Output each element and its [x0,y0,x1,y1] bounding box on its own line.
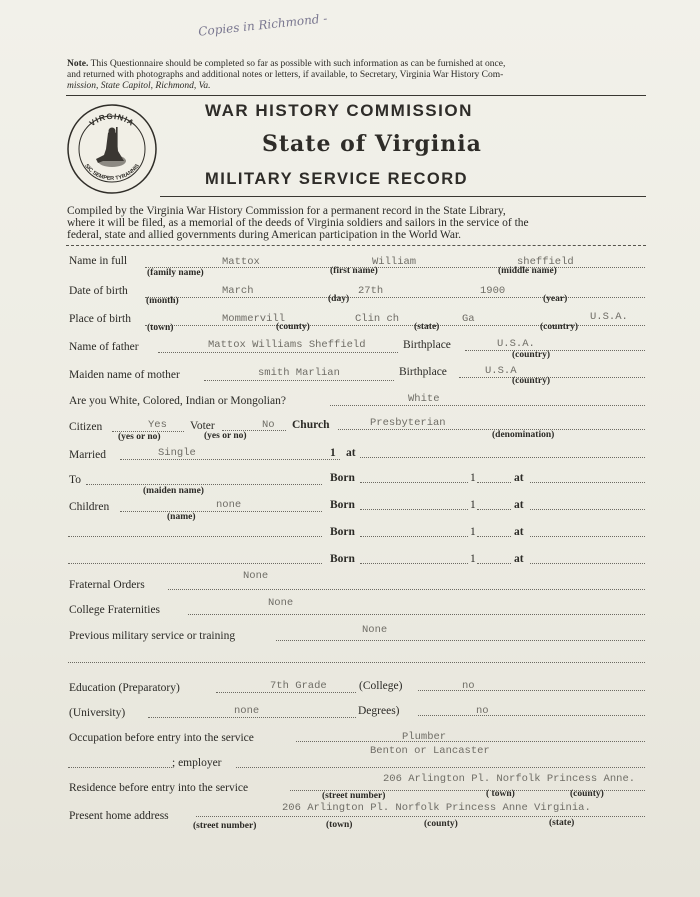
label-fraternal-orders: Fraternal Orders [69,579,145,591]
to-born-line [360,482,468,483]
value-university: none [234,705,260,717]
married-line [120,459,340,460]
value-education-college: no [462,680,475,692]
value-first-name: William [372,256,417,268]
value-race: White [408,393,440,405]
compiled-line-3: federal, state and allied governments during American participation in the World War. [67,229,462,241]
note-line-1 [67,59,505,70]
child-3-at-line [530,563,645,564]
child-3-born-line [360,563,468,564]
value-birth-state: Ga [462,313,475,325]
to-line [86,484,322,485]
degrees-line [418,715,645,716]
value-father-birthplace: U.S.A. [497,338,535,350]
value-birth-year: 1900 [480,285,506,297]
value-married: Single [158,447,196,459]
value-birth-county: Clin ch [355,313,400,325]
previous-service-line-2 [68,662,645,663]
father-line [158,352,398,353]
value-mother-name: smith Marlian [258,367,340,379]
value-birth-town: Mommervill [222,313,286,325]
label-date-of-birth: Date of birth [69,285,128,297]
mother-birthplace-line [459,377,645,378]
to-born-day-line [477,482,511,483]
value-mother-birthplace: U.S.A [485,365,517,377]
label-children: Children [69,501,110,513]
value-married-day: 1 [330,447,336,459]
sub-denomination: (denomination) [492,430,555,440]
label-name-of-father: Name of father [69,341,139,353]
sub-family-name: (family name) [147,268,204,278]
sub-maiden-name: (maiden name) [143,486,204,496]
education-prep-line [216,692,356,693]
children-at-line [530,509,645,510]
sub-voter-yes-or-no: (yes or no) [204,431,247,441]
child-2-at-line [530,536,645,537]
college-line [418,690,645,691]
sub-present-state: (state) [549,818,575,828]
race-line [330,405,645,406]
title-military-service-record: MILITARY SERVICE RECORD [205,170,469,188]
employer-pre-line [68,767,172,768]
previous-service-line [276,640,645,641]
handwritten-note: Copies in Richmond - [197,11,328,39]
value-citizen: Yes [148,419,167,431]
sub-name: (name) [167,512,196,522]
sub-first-name: (first name) [330,266,378,276]
label-child-2-born: Born [330,526,355,538]
label-previous-service: Previous military service or training [69,630,236,642]
child-2-day-sep: 1 [470,526,476,538]
value-children: none [216,499,242,511]
child-2-born-line [360,536,468,537]
label-education-prep: Education (Preparatory) [69,682,180,694]
sub-residence-street: (street number) [322,791,386,801]
top-rule [66,95,646,96]
sub-present-county: (county) [424,819,458,829]
value-residence: 206 Arlington Pl. Norfolk Princess Anne. [383,773,636,785]
child-3-line [68,563,322,564]
to-at-line [530,482,645,483]
sub-country-father: (country) [512,350,550,360]
children-day-sep: 1 [470,499,476,511]
value-birth-month: March [222,285,254,297]
employer-line [236,767,645,768]
label-father-birthplace: Birthplace [403,339,451,351]
label-race-question: Are you White, Colored, Indian or Mongolian? [69,395,286,407]
label-college: (College) [359,680,403,692]
label-child-2-at: at [514,526,524,538]
label-residence: Residence before entry into the service [69,782,249,794]
label-voter: Voter [190,420,215,432]
label-college-fraternities: College Fraternities [69,604,161,616]
value-degrees: no [476,705,489,717]
label-degrees: Degrees) [358,705,400,717]
sub-country: (country) [540,322,578,332]
note-label: Note. [67,59,89,69]
child-2-line [68,536,322,537]
section-rule [66,245,646,246]
value-previous-service: None [362,624,388,636]
sub-day: (day) [328,294,350,304]
label-citizen: Citizen [69,421,103,433]
label-university: (University) [69,707,126,719]
university-line [148,717,356,718]
virginia-seal-icon [66,103,158,195]
value-birth-country: U.S.A. [590,311,628,323]
label-children-at: at [514,499,524,511]
seal-bottom-text: SIC SEMPER TYRANNIS [83,163,141,182]
value-college-fraternities: None [268,597,294,609]
child-3-day-sep: 1 [470,553,476,565]
sub-present-town: (town) [326,820,353,830]
sub-town: (town) [147,323,174,333]
father-birthplace-line [465,350,645,351]
label-place-of-birth: Place of birth [69,313,131,325]
sub-month: (month) [146,296,179,306]
to-born-day-sep: 1 [470,472,476,484]
label-to-at: at [514,472,524,484]
children-day-line [477,509,511,510]
seal-top-text: VIRGINIA [87,111,137,129]
sub-country-mother: (country) [512,376,550,386]
child-2-day-line [477,536,511,537]
label-present-home: Present home address [69,810,169,822]
compiled-line-2: where it will be filed, as a memorial of the deeds of Virginia soldiers and sailors in the service of the [67,217,529,229]
married-at-line [360,457,645,458]
compiled-line-1: Compiled by the Virginia War History Commission for a permanent record in the State Library, [67,205,506,217]
sub-state: (state) [414,322,440,332]
label-mother-birthplace: Birthplace [399,366,447,378]
sub-middle-name: (middle name) [498,266,557,276]
value-voter: No [262,419,275,431]
value-employer: Benton or Lancaster [370,745,490,757]
label-child-3-at: at [514,553,524,565]
value-family-name: Mattox [222,256,260,268]
fraternal-line [168,589,645,590]
label-name-in-full: Name in full [69,255,128,267]
label-to-born: Born [330,472,355,484]
value-education-prep: 7th Grade [270,680,327,692]
value-middle-name: sheffield [517,256,574,268]
label-occupation: Occupation before entry into the service [69,732,254,744]
value-present-home: 206 Arlington Pl. Norfolk Princess Anne Virginia. [282,802,591,814]
value-fraternal-orders: None [243,570,269,582]
mother-line [204,380,394,381]
label-maiden-name-mother: Maiden name of mother [69,369,180,381]
value-occupation: Plumber [402,731,447,743]
label-married: Married [69,449,107,461]
label-employer: ; employer [172,757,222,769]
label-to: To [69,474,81,486]
child-3-day-line [477,563,511,564]
note-text-1: This Questionnaire should be completed so far as possible with such information as can be furnished at once, [90,59,506,69]
label-children-born: Born [330,499,355,511]
label-child-3-born: Born [330,553,355,565]
title-rule [160,196,646,197]
title-war-history-commission: WAR HISTORY COMMISSION [205,101,473,120]
sub-residence-county: (county) [570,789,604,799]
title-state-of-virginia: State of Virginia [262,131,482,157]
children-line [120,511,322,512]
value-church: Presbyterian [370,417,446,429]
note-line-2: and returned with photographs and additional notes or letters, if available, to Secretary, Virginia War History Com- [67,70,504,80]
label-church: Church [292,419,330,431]
value-father-name: Mattox Williams Sheffield [208,339,366,351]
sub-county: (county) [276,322,310,332]
present-home-line [196,816,645,817]
label-married-at: at [346,447,356,459]
sub-citizen-yes-or-no: (yes or no) [118,432,161,442]
note-line-3: mission, State Capitol, Richmond, Va. [67,81,211,91]
sub-residence-town: ( town) [486,789,515,799]
sub-present-street: (street number) [193,821,257,831]
value-birth-day: 27th [358,285,384,297]
college-frat-line [188,614,645,615]
occupation-line [296,741,645,742]
dob-line [145,297,645,298]
children-born-line [360,509,468,510]
sub-year: (year) [543,294,568,304]
